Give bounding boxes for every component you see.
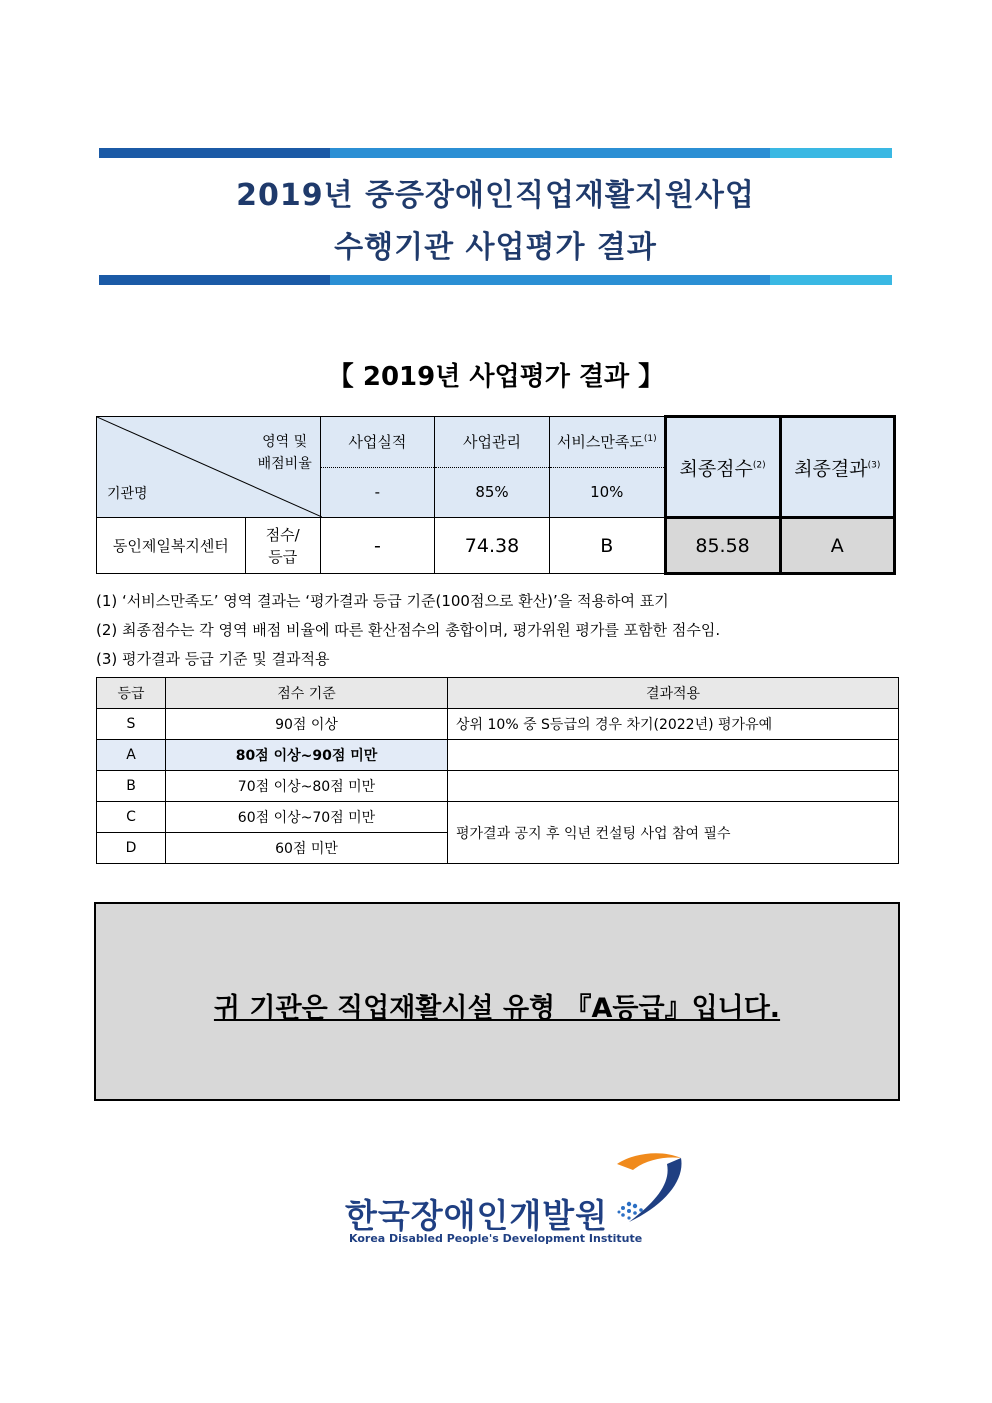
footnote-2: (2) 최종점수는 각 영역 배점 비율에 따른 환산점수의 총합이며, 평가위원 평가를 포함한 점수임.: [96, 621, 721, 639]
ratio-performance: -: [320, 467, 434, 518]
application-header: 결과적용: [448, 678, 899, 709]
page-title-line2: 수행기관 사업평가 결과: [334, 230, 657, 265]
section-title: 【 2019년 사업평가 결과 】: [327, 362, 665, 392]
column-header-final-score: 최종점수$^{(2)}$: [665, 417, 780, 518]
institution-name: 동인제일복지센터: [97, 518, 246, 574]
criteria-cell: 80점 이상~90점 미만: [166, 740, 448, 771]
column-header-performance: 사업실적: [320, 417, 434, 468]
grade-cell: S: [97, 709, 166, 740]
value-performance: -: [320, 518, 434, 574]
column-header-satisfaction: 서비스만족도$^{(1)}$: [549, 417, 665, 468]
criteria-cell: 60점 미만: [166, 833, 448, 864]
corner-header-institution: 기관명: [107, 486, 148, 502]
application-cell: [448, 740, 899, 771]
final-score-value: 85.58: [665, 518, 780, 574]
value-satisfaction: B: [549, 518, 665, 574]
criteria-header: 점수 기준: [166, 678, 448, 709]
application-cell: 평가결과 공지 후 익년 컨설팅 사업 참여 필수: [448, 802, 899, 864]
result-notice-text: 귀 기관은 직업재활시설 유형 『A등급』입니다.: [213, 993, 781, 1024]
grade-header: 등급: [97, 678, 166, 709]
application-cell: [448, 771, 899, 802]
ratio-satisfaction: 10%: [549, 467, 665, 518]
criteria-cell: 90점 이상: [166, 709, 448, 740]
footnotes: [96, 587, 720, 674]
organization-logo: [345, 1150, 685, 1250]
page-title-line1: 2019년 중증장애인직업재활지원사업: [236, 178, 755, 213]
header-bar-bottom: [99, 275, 892, 285]
ratio-management: 85%: [435, 467, 550, 518]
criteria-cell: 70점 이상~80점 미만: [166, 771, 448, 802]
result-notice-box: [94, 902, 900, 1101]
grade-cell: B: [97, 771, 166, 802]
header-bar-top: [99, 148, 892, 158]
footnote-3: (3) 평가결과 등급 기준 및 결과적용: [96, 650, 330, 668]
final-result-value: A: [780, 518, 894, 574]
logo-name-english: Korea Disabled People's Development Institute: [349, 1232, 643, 1245]
logo-name-korean: 한국장애인개발원: [345, 1196, 609, 1235]
evaluation-result-table: [96, 415, 896, 575]
value-management: 74.38: [435, 518, 550, 574]
table-corner-cell: [97, 417, 321, 518]
application-cell: 상위 10% 중 S등급의 경우 차기(2022년) 평가유예: [448, 709, 899, 740]
column-header-final-result: 최종결과$^{(3)}$: [780, 417, 894, 518]
logo-mark-icon: [615, 1150, 685, 1230]
grade-criteria-table: [96, 677, 899, 864]
grade-cell: A: [97, 740, 166, 771]
corner-header-area: 영역 및 배점비율: [257, 434, 312, 472]
grade-cell: D: [97, 833, 166, 864]
row-type-label: 점수/ 등급: [245, 518, 320, 574]
footnote-1: (1) ‘서비스만족도’ 영역 결과는 ‘평가결과 등급 기준(100점으로 환산)’을 적용하여 표기: [96, 592, 669, 610]
grade-cell: C: [97, 802, 166, 833]
criteria-cell: 60점 이상~70점 미만: [166, 802, 448, 833]
column-header-management: 사업관리: [435, 417, 550, 468]
